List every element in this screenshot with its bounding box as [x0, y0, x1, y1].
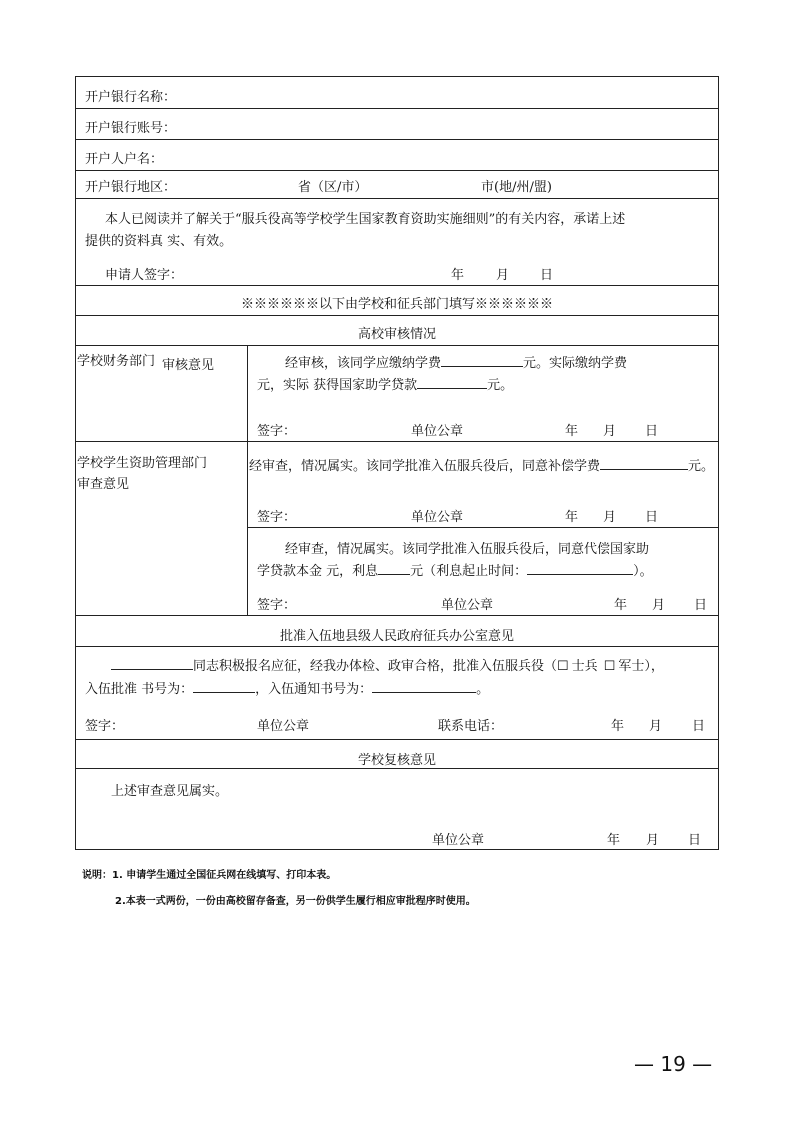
- tuition-compensation-blank[interactable]: [600, 455, 688, 470]
- recheck-opinion: 上述审查意见属实。: [111, 784, 229, 799]
- date-day: 日: [540, 268, 554, 283]
- account-holder-label: 开户人户名：: [85, 152, 164, 167]
- row-divider: [75, 646, 719, 647]
- date-day: 日: [645, 424, 659, 439]
- loan-opinion-line-1: 经审查，情况属实。该同学批准入伍服兵役后，同意代偿国家助: [285, 542, 650, 557]
- date-day: 日: [688, 833, 702, 848]
- recruit-opinion-line-2: 入伍批准 书号为： ，入伍通知书号为： 。: [85, 678, 489, 697]
- table-border-bottom: [75, 849, 719, 850]
- row-divider: [75, 615, 719, 616]
- sergeant-checkbox[interactable]: ☐: [603, 659, 616, 674]
- row-divider: [75, 285, 719, 286]
- tuition-due-blank[interactable]: [441, 352, 523, 367]
- finance-opinion-line-2: 元，实际 获得国家助学贷款 元。: [257, 374, 513, 393]
- recruit-seal-label: 单位公章: [257, 719, 310, 734]
- bank-name-label: 开户银行名称：: [85, 90, 177, 105]
- loan-amount-blank[interactable]: [417, 374, 487, 389]
- declaration-line-1: 本人已阅读并了解关于“服兵役高等学校学生国家教育资助实施细则”的有关内容，承诺上述: [105, 212, 626, 227]
- row-divider: [75, 768, 719, 769]
- row-divider: [75, 739, 719, 740]
- review-section-title: 高校审核情况: [357, 327, 437, 342]
- note-2: 2.本表一式两份，一份由高校留存备查，另一份供学生履行相应审批程序时使用。: [115, 896, 476, 907]
- date-day: 日: [694, 598, 708, 613]
- row-divider: [75, 139, 719, 140]
- date-year: 年: [611, 719, 625, 734]
- aid-dept-label: 学校学生资助管理部门: [77, 456, 208, 471]
- aid-seal-label: 单位公章: [411, 510, 464, 525]
- aid-dept-label-2: 审查意见: [77, 477, 130, 492]
- school-section-divider: ※※※※※※以下由学校和征兵部门填写※※※※※※: [240, 297, 554, 312]
- recruit-name-blank[interactable]: [111, 655, 193, 670]
- loan-opinion-line-2: 学贷款本金 元，利息 元（利息起止时间： ）。: [257, 560, 653, 579]
- row-divider: [247, 527, 719, 528]
- date-month: 月: [496, 268, 510, 283]
- date-month: 月: [646, 833, 660, 848]
- bank-region-label: 开户银行地区：: [85, 180, 177, 195]
- interest-period-blank[interactable]: [527, 560, 633, 575]
- recruit-sign-label: 签字：: [85, 719, 125, 734]
- finance-dept-label: 学校财务部门: [77, 354, 156, 369]
- date-month: 月: [649, 719, 663, 734]
- table-border-right: [718, 76, 719, 850]
- date-month: 月: [652, 598, 666, 613]
- table-border-top: [75, 76, 719, 77]
- date-year: 年: [451, 268, 465, 283]
- finance-opinion-line-1: 经审核，该同学应缴纳学费 元。实际缴纳学费: [285, 352, 627, 371]
- interest-blank[interactable]: [378, 560, 410, 575]
- loan-sign-label: 签字：: [257, 598, 297, 613]
- table-border-left: [75, 76, 76, 850]
- date-day: 日: [645, 510, 659, 525]
- date-year: 年: [614, 598, 628, 613]
- contact-phone-label: 联系电话：: [438, 719, 504, 734]
- declaration-line-2: 提供的资料真 实、有效。: [85, 234, 233, 249]
- row-divider: [75, 441, 719, 442]
- row-divider: [75, 170, 719, 171]
- date-year: 年: [565, 510, 579, 525]
- recheck-seal-label: 单位公章: [432, 833, 485, 848]
- date-month: 月: [603, 424, 617, 439]
- aid-sign-label: 签字：: [257, 510, 297, 525]
- recruit-office-title: 批准入伍地县级人民政府征兵办公室意见: [279, 629, 515, 644]
- approval-number-blank[interactable]: [193, 678, 255, 693]
- aid-opinion-line: 经审查，情况属实。该同学批准入伍服兵役后，同意补偿学费 元。: [249, 455, 714, 474]
- applicant-signature-label: 申请人签字：: [105, 268, 184, 283]
- row-divider: [75, 345, 719, 346]
- row-divider: [75, 108, 719, 109]
- soldier-checkbox[interactable]: ☐: [557, 659, 569, 674]
- date-month: 月: [603, 510, 617, 525]
- row-divider: [75, 198, 719, 199]
- column-divider: [247, 345, 248, 615]
- city-label: 市(地/州/盟): [481, 180, 552, 195]
- recheck-title: 学校复核意见: [357, 753, 437, 768]
- date-day: 日: [692, 719, 706, 734]
- recruit-opinion-line-1: 同志积极报名应征，经我办体检、政审合格，批准入伍服兵役（☐ 士兵 ☐ 军士），: [111, 655, 664, 674]
- notice-number-blank[interactable]: [372, 678, 476, 693]
- page-number: — 19 —: [634, 1052, 713, 1076]
- finance-seal-label: 单位公章: [411, 424, 464, 439]
- date-year: 年: [607, 833, 621, 848]
- bank-account-label: 开户银行账号：: [85, 121, 177, 136]
- row-divider: [75, 315, 719, 316]
- finance-sign-label: 签字：: [257, 424, 297, 439]
- loan-seal-label: 单位公章: [441, 598, 494, 613]
- finance-dept-label-2: 审核意见: [162, 358, 215, 373]
- note-1: 说明：1. 申请学生通过全国征兵网在线填写、打印本表。: [82, 870, 337, 881]
- province-label: 省（区/市）: [298, 180, 368, 195]
- date-year: 年: [565, 424, 579, 439]
